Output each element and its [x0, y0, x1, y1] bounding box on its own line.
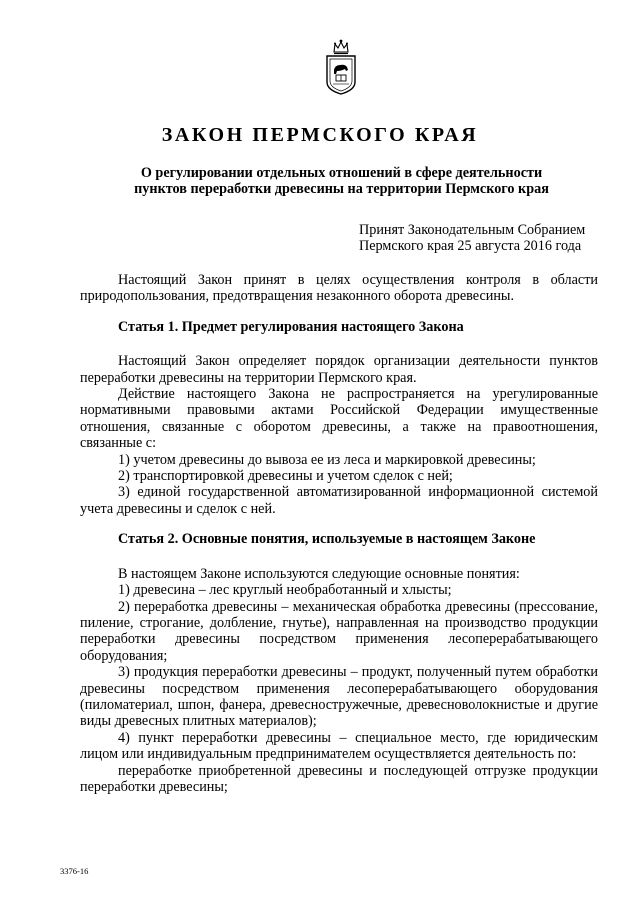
article-2-item: 1) древесина – лес круглый необработанный и хлысты;: [118, 582, 452, 599]
article-1-heading: Статья 1. Предмет регулирования настоящего Закона: [118, 318, 464, 335]
perm-krai-coat-of-arms-icon: [323, 38, 359, 96]
article-2-item: 4) пункт переработки древесины – специальное место, где юридическим лицом или индивидуальным предпринимателем осуществляется деятельность по:: [80, 729, 598, 763]
law-title: ЗАКОН ПЕРМСКОГО КРАЯ: [161, 124, 479, 146]
subtitle-line: О регулировании отдельных отношений в сфере деятельности: [140, 165, 543, 181]
adoption-line: Пермского края 25 августа 2016 года: [359, 238, 582, 254]
preamble: Настоящий Закон принят в целях осуществления контроля в области природопользования, предотвращения незаконного оборота древесины.: [80, 272, 598, 305]
document-code: 3376-16: [60, 866, 89, 876]
article-2-intro: В настоящем Законе используются следующие основные понятия:: [118, 565, 520, 582]
law-subtitle: [0, 165, 640, 197]
adoption-line: Принят Законодательным Собранием: [359, 222, 586, 238]
article-2-heading: Статья 2. Основные понятия, используемые в настоящем Законе: [118, 531, 536, 548]
law-body: [80, 272, 598, 795]
article-2-item: 2) переработка древесины – механическая обработка древесины (прессование, пиление, строгание, долбление, гнутье), направленная на производство продукции переработки древесины посредством применения лесоперерабатывающего оборудования;: [80, 598, 598, 664]
subtitle-line: пунктов переработки древесины на территории Пермского края: [134, 181, 549, 197]
article-1-item: 3) единой государственной автоматизированной информационной системой учета древесины и сделок с ней.: [80, 484, 598, 517]
article-1-paragraph: Действие настоящего Закона не распространяется на урегулированные нормативными правовыми актами Российской Федерации имущественные отношения, связанные с оборотом древесины, а также на правоотношения, связанные с:: [80, 386, 598, 452]
adoption-note: [359, 222, 585, 254]
article-2-item: 3) продукция переработки древесины – продукт, полученный путем обработки древесины посредством применения лесоперерабатывающего оборудования (пиломатериал, шпон, фанера, древесностружечные, древесноволокнистые и другие виды древесных плитных материалов);: [80, 664, 598, 730]
article-1-item: 2) транспортировкой древесины и учетом сделок с ней;: [118, 468, 453, 485]
article-2-subitem: переработке приобретенной древесины и последующей отгрузке продукции переработки древесины;: [80, 762, 598, 795]
article-1-paragraph: Настоящий Закон определяет порядок организации деятельности пунктов переработки древесины на территории Пермского края.: [80, 353, 598, 386]
article-1-item: 1) учетом древесины до вывоза ее из леса и маркировкой древесины;: [118, 451, 536, 468]
